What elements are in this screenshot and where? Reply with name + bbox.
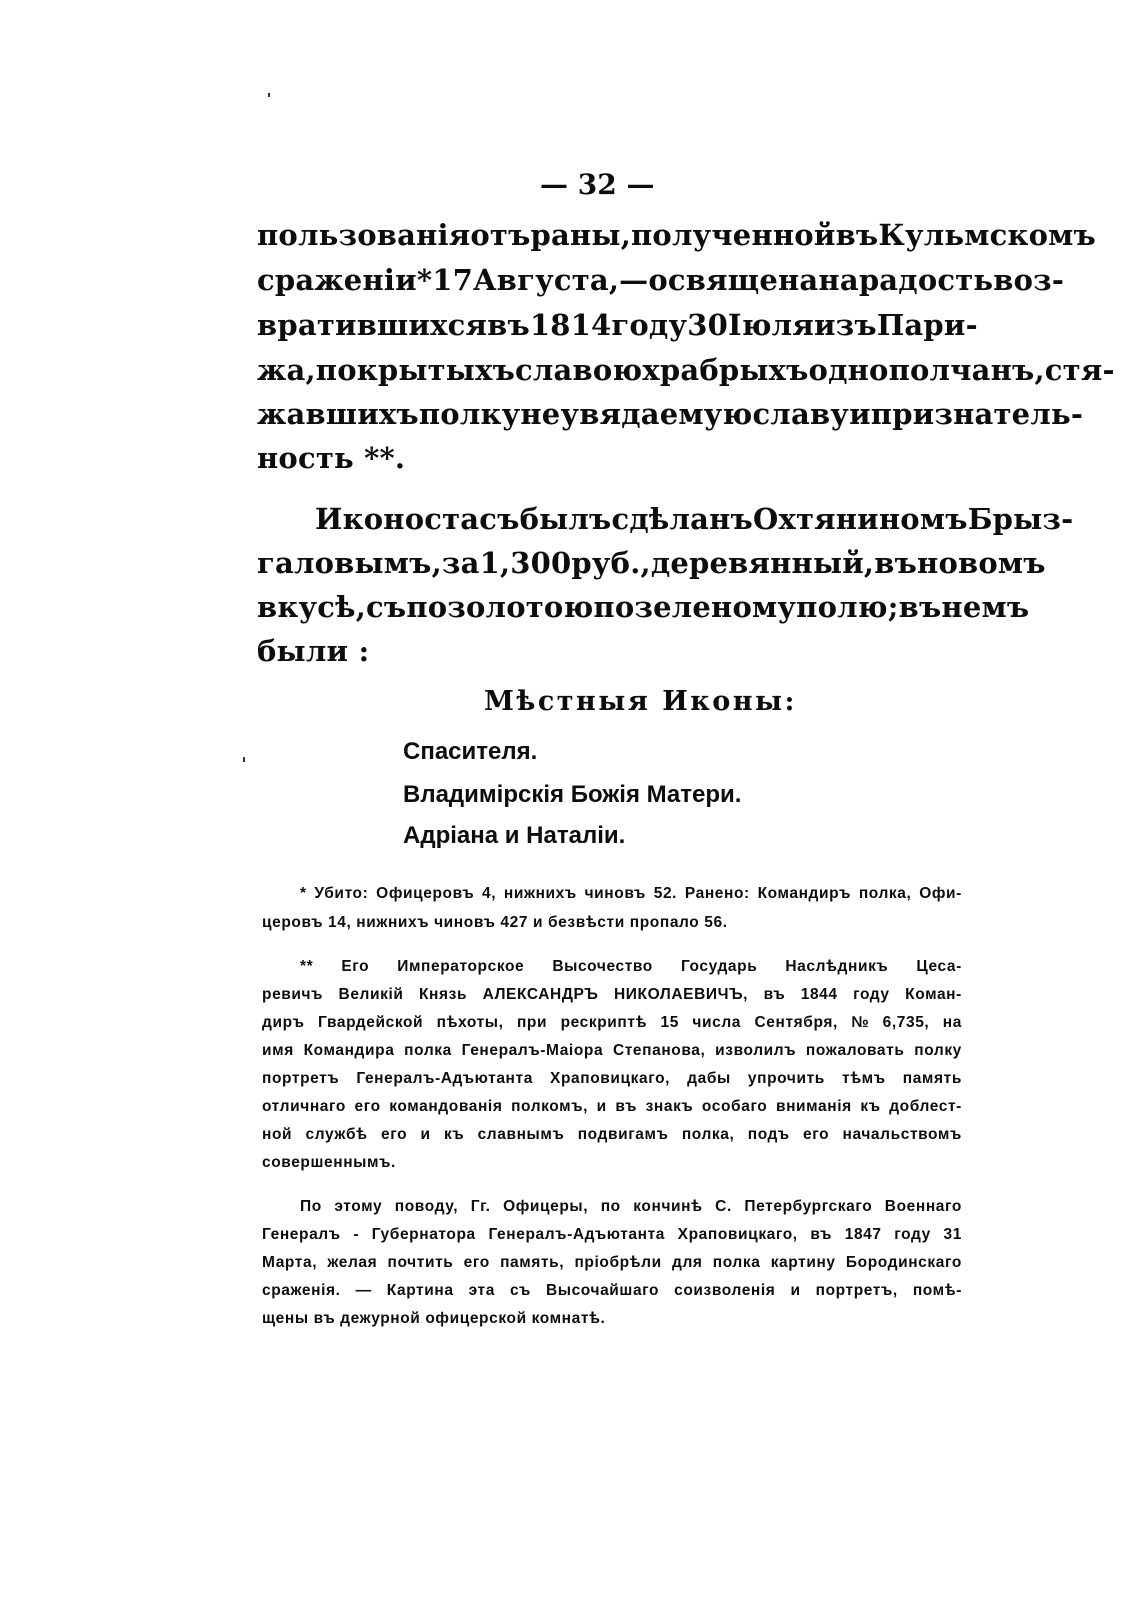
text-line: были : [257,634,370,668]
footnote-line: диръ Гвардейской пѣхоты, при рескриптѣ 15 числа Сентября, № 6,735, на [262,1014,962,1031]
text-line: сраженіи * 17 Августа, — освящена на радость воз- [257,263,1065,297]
icon-list-item: Владимірскія Божія Матери. [403,781,742,808]
text-line: галовымъ, за 1,300 руб., деревянный, въ новомъ [257,546,1046,580]
text-line: вратившихся въ 1814 году 30 Іюля изъ Пари- [257,308,978,342]
icon-list-item: Адріана и Наталіи. [403,822,626,849]
text-line: ность **. [257,441,406,475]
text-line: жа, покрытыхъ славою храбрыхъ однополчанъ, стя- [257,353,1115,387]
footnote-line: ** Его Императорское Высочество Государь Наслѣдникъ Цеса- [300,958,962,975]
text-line: Иконостасъ былъ сдѣланъ Охтяниномъ Брыз- [315,502,1074,536]
footnote-line: Марта, желая почтить его память, пріобрѣли для полка картину Бородинскаго [262,1254,962,1271]
text-line: пользованія отъ раны, полученной въ Кульмскомъ [257,218,1097,252]
icons-heading: Мѣстныя Иконы: [484,686,798,717]
footnote-line: Генералъ - Губернатора Генералъ-Адъютанта Храповицкаго, въ 1847 году 31 [262,1226,962,1243]
footnote-line: щены въ дежурной офицерской комнатѣ. [262,1310,606,1327]
footnote-line: По этому поводу, Гг. Офицеры, по кончинѣ С. Петербургскаго Военнаго [300,1198,962,1215]
footnote-line: ной службѣ его и къ славнымъ подвигамъ полка, подъ его начальствомъ [262,1126,962,1143]
icon-list-item: Спасителя. [403,738,538,765]
footnote-line: * Убито: Офицеровъ 4, нижнихъ чиновъ 52. Ранено: Командиръ полка, Офи- [300,885,962,902]
footnote-line: портретъ Генералъ-Адъютанта Храповицкаго, дабы упрочить тѣмъ память [262,1070,962,1087]
footnote-line: церовъ 14, нижнихъ чиновъ 427 и безвѣсти пропало 56. [262,914,728,931]
scan-speck [243,757,245,762]
text-line: вкусѣ, съ позолотою по зеленому полю; въ немъ [257,590,1030,624]
footnote-line: совершеннымъ. [262,1154,396,1171]
footnote-line: отличнаго его командованія полкомъ, и въ знакъ особаго вниманія къ доблест- [262,1098,962,1115]
text-line: жавшихъ полку неувядаемую славу и признатель- [257,397,1084,431]
footnote-line: ревичъ Великій Князь АЛЕКСАНДРЪ НИКОЛАЕВИЧЪ, въ 1844 году Коман- [262,986,962,1003]
page-number: — 32 — [540,168,655,201]
scan-speck [268,93,270,97]
footnote-line: сраженія. — Картина эта съ Высочайшаго соизволенія и портретъ, помѣ- [262,1282,962,1299]
footnote-line: имя Командира полка Генералъ-Маіора Степанова, изволилъ пожаловать полку [262,1042,962,1059]
